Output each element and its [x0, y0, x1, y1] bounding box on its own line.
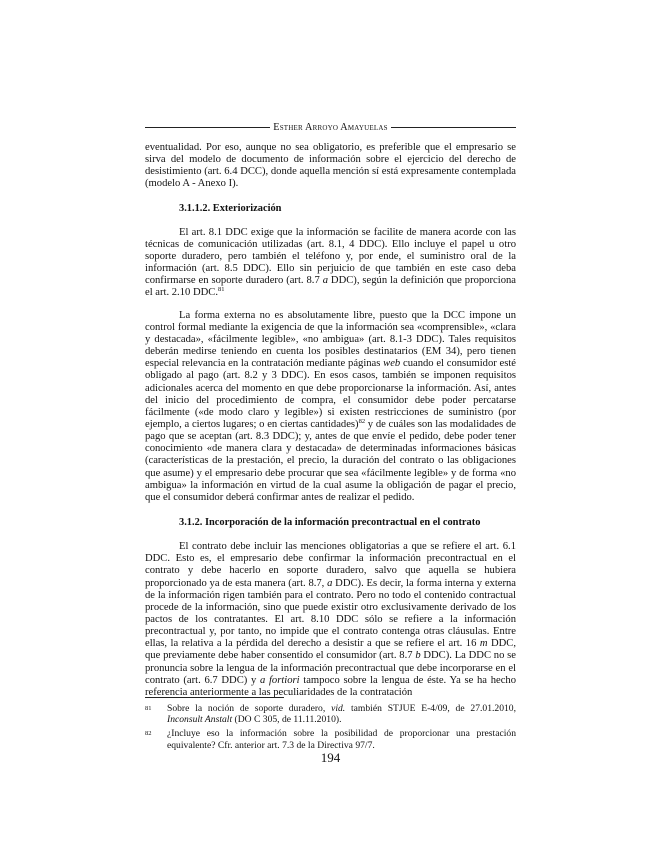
section-heading-exteriorizacion: 3.1.1.2. Exteriorización — [179, 202, 282, 214]
paragraph-continuation — [145, 142, 516, 191]
header-rule-left — [145, 127, 270, 128]
footnote-ref-82: 82 — [358, 417, 366, 425]
footnote-number: 81 — [145, 705, 152, 712]
paragraph-text: DDC). La DDC no se pronuncia sobre la lengua de la información precontractual que debe incorporarse en el contrato (art. 6.7 DDC) y — [145, 650, 516, 686]
italic-text: a — [327, 577, 333, 589]
footnote-number: 82 — [145, 730, 152, 738]
page-number: 194 — [320, 750, 341, 765]
paragraph-forma-externa — [145, 310, 516, 505]
italic-text: Inconsult Anstalt — [167, 714, 233, 726]
italic-text: a fortiori — [259, 674, 300, 686]
paragraph-text: y de cuáles son las modalidades de pago que se aceptan (art. 8.3 DDC); y, antes de que envíe el pedido, debe poder tener conocimiento «de manera clara y destacada» de determinadas informaciones básicas (características de la prestación, el precio, la duración del contrato o las obligaciones que asume) y el empresario debe procurar que sea «fácilmente legible» y de forma «no ambigua» la información en virtud de la cual asume la obligación de pagar el precio, que el consumidor deberá confirmar antes de realizar el pedido. — [145, 418, 516, 503]
footnote-82 — [145, 728, 516, 750]
header-author: Esther Arroyo Amayuelas — [273, 121, 388, 133]
italic-text: a — [322, 275, 328, 287]
paragraph-text: El contrato debe incluir las menciones obligatorias a que se refiere el art. 6.1 DDC. Esto es, el empresario debe confirmar la información precontractual en el contrato y debe hacerlo en soporte duradero, salvo que aquella se hubiera proporcionado ya de esta manera (art. 8.7, — [145, 541, 516, 589]
paragraph-text: eventualidad. Por eso, aunque no sea obligatorio, es preferible que el empresario se sirva del modelo de documento de información sobre el ejercicio del derecho de desistimiento (art. 6.4 DCC), donde aquella mención sí está expresamente contemplada (modelo A - Anexo I). — [145, 142, 516, 190]
footnote-81 — [145, 703, 516, 725]
italic-text: vid. — [331, 703, 346, 714]
footnote-rule — [145, 697, 284, 698]
paragraph-text: DDC, que previamente debe haber consentido el consumidor (art. 8.7 — [145, 638, 517, 662]
footnote-text — [167, 703, 516, 725]
footnote-text-part: ¿Incluye eso la información sobre la posibilidad de proporcionar una prestación equivalente? Cfr. anterior art. 7.3 de la Directiva 97/7. — [167, 728, 516, 751]
section-heading-incorporacion: 3.1.2. Incorporación de la información precontractual en el contrato — [179, 517, 481, 529]
paragraph-text: tampoco sobre la lengua de éste. Ya se ha hecho referencia anteriormente a las peculiaridades de la contratación — [145, 674, 516, 698]
footnote-text — [167, 728, 516, 750]
footnote-text-part: Sobre la noción de soporte duradero, — [167, 703, 332, 714]
paragraph-text: La forma externa no es absolutamente libre, puesto que la DCC impone un control formal mediante la exigencia de que la información sea «comprensible», «clara y destacada», «fácilmente legible», «no ambigua» (art. 8.1-3 DDC). Tales requisitos deberán medirse teniendo en cuenta los posibles destinatarios (EM 34), pero tienen especial relevancia en la contratación mediante páginas — [145, 309, 516, 370]
footnotes — [145, 697, 516, 754]
paragraph-contrato — [145, 541, 516, 699]
italic-text: b — [415, 650, 421, 662]
footnote-text-part: también STJUE E-4/09, de 27.01.2010, — [345, 703, 516, 714]
italic-text: m — [479, 638, 488, 650]
footnote-ref-81: 81 — [217, 286, 225, 294]
paragraph-text: cuando el consumidor esté obligado al pago (art. 8.2 y 3 DDC). En esos casos, también se imponen requisitos adicionales acerca del momento en que debe proporcionarse la información. Así, antes del inicio del procedimiento de compra, el consumidor debe poder percatarse fácilmente («de modo claro y legible») si existen restricciones de suministro (por ejemplo, a ciertos lugares; o en ciertas cantidades) — [145, 358, 517, 430]
running-header — [145, 120, 516, 134]
footnote-text-part: (DO C 305, de 11.11.2010). — [232, 714, 342, 726]
paragraph-art-8-1 — [145, 227, 516, 300]
paragraph-text: DDC), según la definición que proporciona el art. 2.10 DDC. — [145, 275, 516, 299]
body-text — [145, 142, 516, 699]
italic-text: web — [383, 358, 401, 370]
header-rule-right — [391, 127, 516, 128]
paragraph-text: El art. 8.1 DDC exige que la información se facilite de manera acorde con las técnicas de comunicación utilizadas (art. 8.1, 4 DDC). Ello incluye el papel u otro soporte duradero, pero también el teléfono y, por ende, el suministro oral de la información (art. 8.5 DDC). Ello sin perjuicio de que también en este caso deba confirmarse en soporte duradero (art. 8.7 — [145, 226, 516, 287]
paragraph-text: DDC). Es decir, la forma interna y externa de la información rigen también para el contrato. Pero no todo el contenido contractual procede de la información, sino que puede existir otro exclusivamente derivado de los pactos de los contratantes. El art. 8.10 DDC sólo se refiere a la información precontractual y, por tanto, no impide que el contrato contenga otras cláusulas. Entre ellas, la relativa a la pérdida del derecho a desistir a que se refiere el art. 16 — [145, 577, 516, 650]
